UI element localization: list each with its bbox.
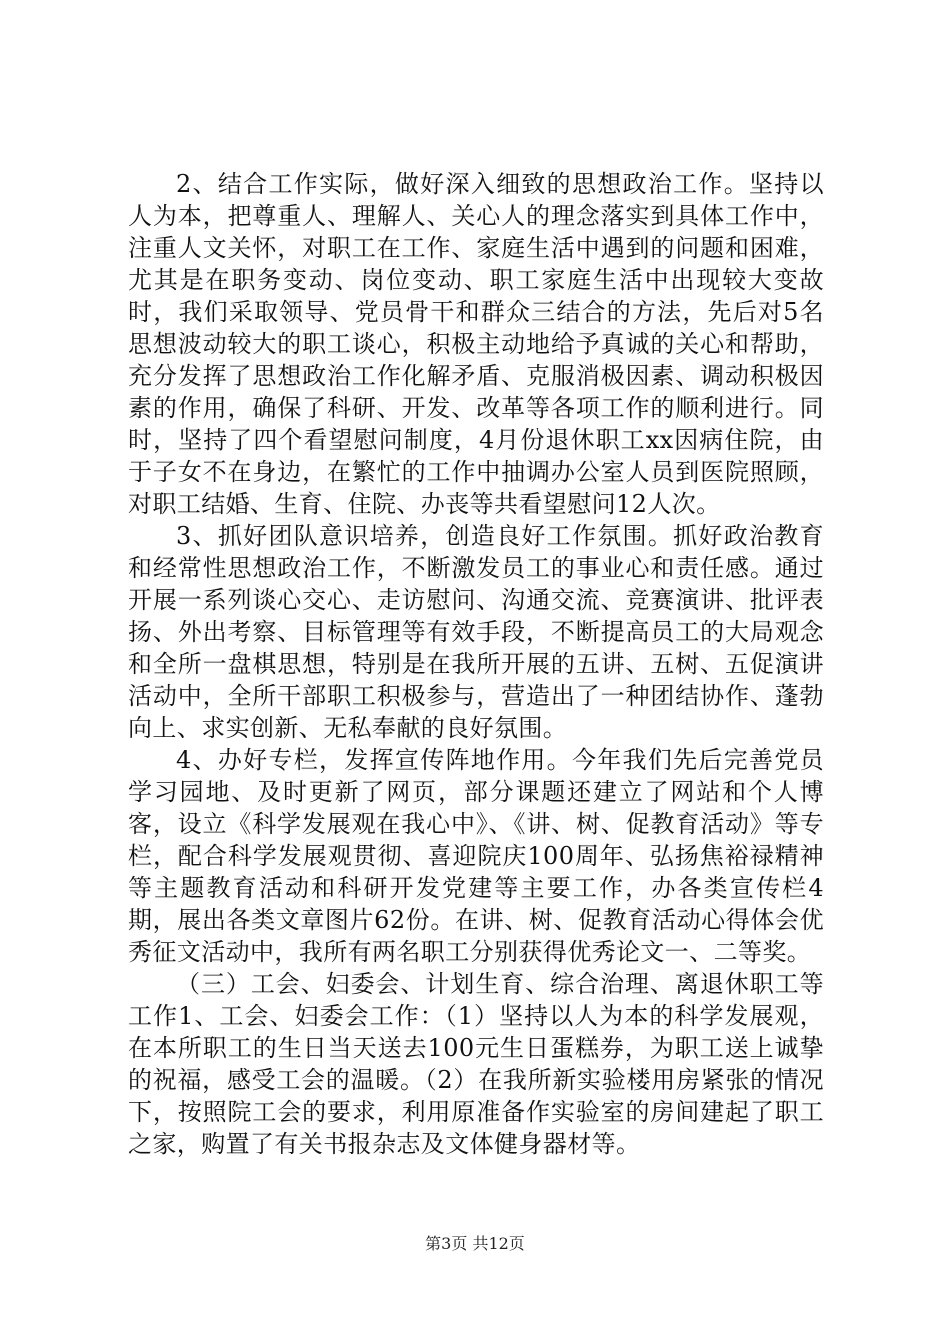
document-body	[128, 168, 824, 1160]
paragraph-union-work: （三）工会、妇委会、计划生育、综合治理、离退休职工等工作1、工会、妇委会工作：（1）坚持以人为本的科学发展观，在本所职工的生日当天送去100元生日蛋糕券，为职工送上诚挚的祝福，感受工会的温暖。（2）在我所新实验楼用房紧张的情况下，按照院工会的要求，利用原准备作实验室的房间建起了职工之家，购置了有关书报杂志及文体健身器材等。	[128, 970, 824, 1158]
paragraph-team-spirit: 3、抓好团队意识培养，创造良好工作氛围。抓好政治教育和经常性思想政治工作，不断激发员工的事业心和责任感。通过开展一系列谈心交心、走访慰问、沟通交流、竞赛演讲、批评表扬、外出考察、目标管理等有效手段，不断提高员工的大局观念和全所一盘棋思想，特别是在我所开展的五讲、五树、五促演讲活动中，全所干部职工积极参与，营造出了一种团结协作、蓬勃向上、求实创新、无私奉献的良好氛围。	[128, 522, 824, 742]
paragraph-columns-publicity: 4、办好专栏，发挥宣传阵地作用。今年我们先后完善党员学习园地、及时更新了网页，部分课题还建立了网站和个人博客，设立《科学发展观在我心中》、《讲、树、促教育活动》等专栏，配合科学发展观贯彻、喜迎院庆100周年、弘扬焦裕禄精神等主题教育活动和科研开发党建等主要工作，办各类宣传栏4期，展出各类文章图片62份。在讲、树、促教育活动心得体会优秀征文活动中，我所有两名职工分别获得优秀论文一、二等奖。	[128, 746, 824, 966]
page-footer: 第3页 共12页	[425, 1234, 525, 1253]
paragraph-thought-work: 2、结合工作实际，做好深入细致的思想政治工作。坚持以人为本，把尊重人、理解人、关心人的理念落实到具体工作中，注重人文关怀，对职工在工作、家庭生活中遇到的问题和困难，尤其是在职务变动、岗位变动、职工家庭生活中出现较大变故时，我们采取领导、党员骨干和群众三结合的方法，先后对5名思想波动较大的职工谈心，积极主动地给予真诚的关心和帮助，充分发挥了思想政治工作化解矛盾、克服消极因素、调动积极因素的作用，确保了科研、开发、改革等各项工作的顺利进行。同时，坚持了四个看望慰问制度，4月份退休职工xx因病住院，由于子女不在身边，在繁忙的工作中抽调办公室人员到医院照顾，对职工结婚、生育、住院、办丧等共看望慰问12人次。	[128, 170, 824, 518]
